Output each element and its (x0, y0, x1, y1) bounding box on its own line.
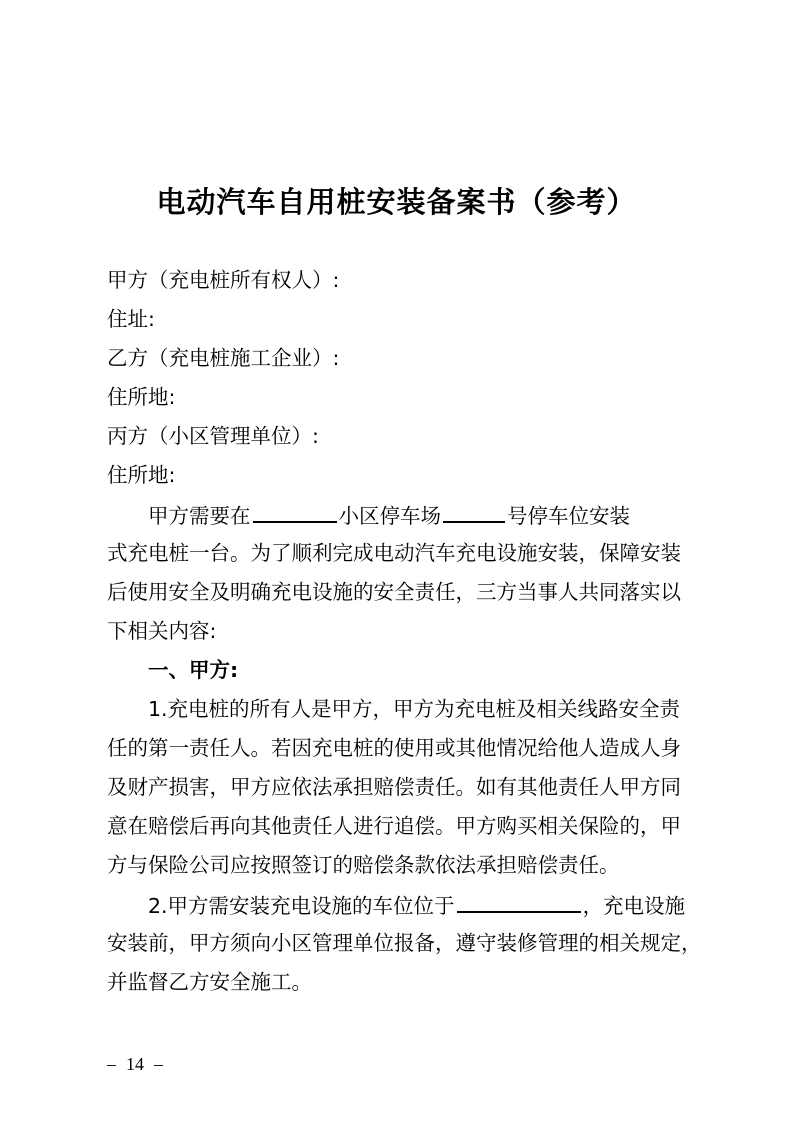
parking-space-number-blank[interactable] (443, 502, 505, 523)
party-c-address: 住所地: (107, 463, 176, 487)
item-2-line-1 (148, 892, 685, 918)
intro-text-3: 号停车位安装 (507, 504, 630, 528)
intro-text-2: 小区停车场 (338, 504, 441, 528)
party-a-address: 住址: (107, 307, 155, 331)
page-number (107, 1054, 163, 1075)
page-dash-left: – (107, 1054, 116, 1074)
intro-line-1 (148, 502, 630, 528)
item-1-line-1: 1.充电桩的所有人是甲方，甲方为充电桩及相关线路安全责 (148, 697, 681, 721)
page-number-value: 14 (126, 1054, 144, 1074)
community-name-blank[interactable] (253, 502, 337, 523)
intro-text-1: 甲方需要在 (148, 504, 251, 528)
party-b-address: 住所地: (107, 385, 176, 409)
page-dash-right: – (154, 1054, 163, 1074)
item-2-line-3: 并监督乙方安全施工。 (107, 970, 312, 994)
parking-location-blank[interactable] (457, 892, 581, 913)
item-2-line-2: 安装前，甲方须向小区管理单位报备，遵守装修管理的相关规定， (107, 931, 702, 955)
item-2-text-1: 2.甲方需安装充电设施的车位位于 (148, 894, 455, 918)
intro-line-4: 下相关内容: (107, 619, 217, 643)
intro-line-3: 后使用安全及明确充电设施的安全责任，三方当事人共同落实以 (107, 580, 681, 604)
item-1-line-2: 任的第一责任人。若因充电桩的使用或其他情况给他人造成人身 (107, 736, 681, 760)
intro-line-2: 式充电桩一台。为了顺利完成电动汽车充电设施安装，保障安装 (107, 541, 681, 565)
item-1-line-3: 及财产损害，甲方应依法承担赔偿责任。如有其他责任人甲方同 (107, 775, 681, 799)
item-1-line-4: 意在赔偿后再向其他责任人进行追偿。甲方购买相关保险的，甲 (107, 814, 681, 838)
item-2-text-2: ，充电设施 (582, 894, 686, 918)
party-b-label: 乙方（充电桩施工企业）: (107, 346, 340, 370)
item-1-line-5: 方与保险公司应按照签订的赔偿条款依法承担赔偿责任。 (107, 853, 620, 877)
party-c-label: 丙方（小区管理单位）: (107, 424, 319, 448)
document-title: 电动汽车自用桩安装备案书（参考） (156, 185, 637, 219)
section-1-heading: 一、甲方: (148, 658, 239, 682)
party-a-label: 甲方（充电桩所有权人）: (107, 268, 340, 292)
